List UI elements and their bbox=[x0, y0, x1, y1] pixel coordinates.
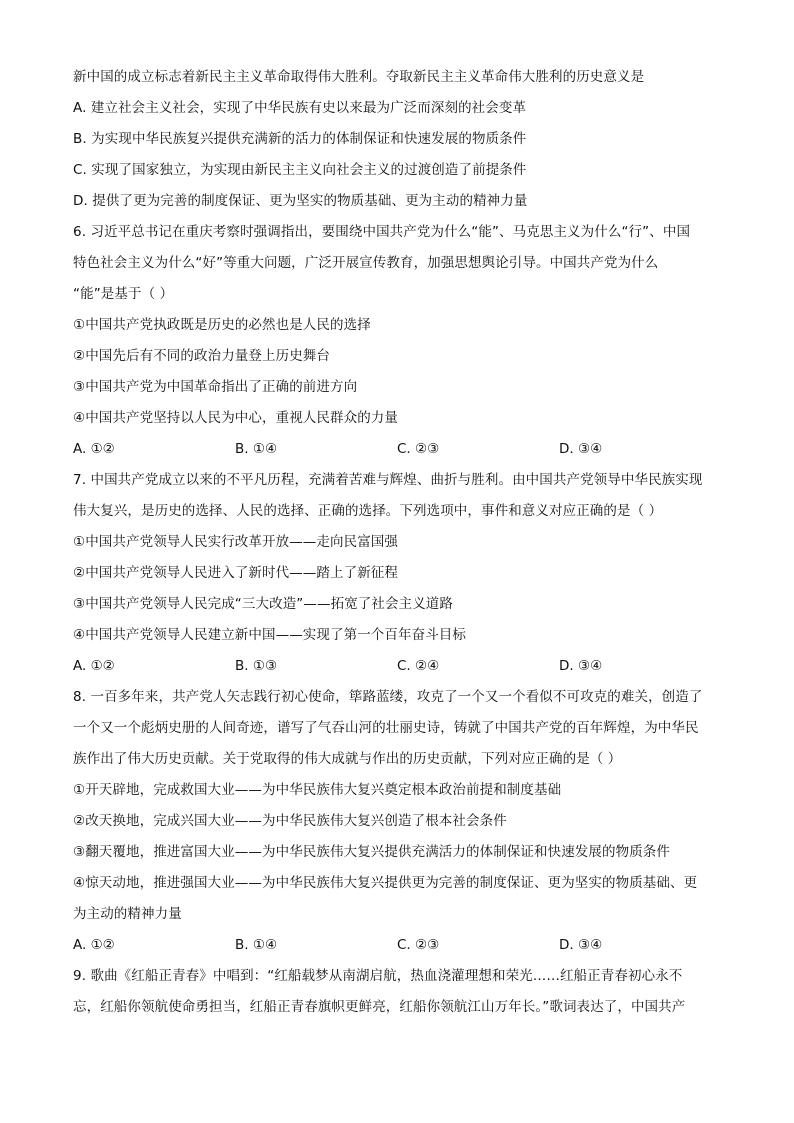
q8-choices bbox=[73, 930, 723, 961]
q5-option-c: C. 实现了国家独立，为实现由新民主主义向社会主义的过渡创造了前提条件 bbox=[73, 162, 527, 178]
q9-stem-line-2: 忘，红船你领航使命勇担当，红船正青春旗帜更鲜亮，红船你领航江山万年长。”歌词表达了，中国共产 bbox=[73, 999, 686, 1015]
q8-choice-c: C. ②③ bbox=[397, 937, 440, 953]
q8-stem-line-1: 8. 一百多年来，共产党人矢志践行初心使命，筚路蓝缕，攻克了一个又一个看似不可攻克的难关，创造了 bbox=[73, 689, 703, 705]
q5-stem: 新中国的成立标志着新民主主义革命取得伟大胜利。夺取新民主主义革命伟大胜利的历史意义是 bbox=[73, 69, 645, 85]
q5-option-a: A. 建立社会主义社会，实现了中华民族有史以来最为广泛而深刻的社会变革 bbox=[73, 100, 527, 116]
q9-stem-line-1: 9. 歌曲《红船正青春》中唱到：“红船载梦从南湖启航，热血浇灌理想和荣光……红船正青春初心永不 bbox=[73, 968, 683, 984]
q6-choice-b: B. ①④ bbox=[235, 441, 278, 457]
q6-choice-a: A. ①② bbox=[73, 441, 115, 457]
q8-item-3: ③翻天覆地，推进富国大业——为中华民族伟大复兴提供充满活力的体制保证和快速发展的物质条件 bbox=[73, 844, 671, 860]
q6-item-4: ④中国共产党坚持以人民为中心，重视人民群众的力量 bbox=[73, 410, 399, 426]
q8-item-2: ②改天换地，完成兴国大业——为中华民族伟大复兴创造了根本社会条件 bbox=[73, 813, 507, 829]
q7-choices bbox=[73, 651, 723, 682]
q7-stem-line-2: 伟大复兴，是历史的选择、人民的选择、正确的选择。下列选项中，事件和意义对应正确的是（ ） bbox=[73, 503, 663, 519]
q7-choice-c: C. ②④ bbox=[397, 658, 440, 674]
q8-item-4-cont: 为主动的精神力量 bbox=[73, 906, 182, 922]
q8-stem-line-3: 族作出了伟大历史贡献。关于党取得的伟大成就与作出的历史贡献，下列对应正确的是（ ） bbox=[73, 751, 622, 767]
q8-item-4: ④惊天动地，推进强国大业——为中华民族伟大复兴提供更为完善的制度保证、更为坚实的物质基础、更 bbox=[73, 875, 698, 891]
q6-stem-line-2: 特色社会主义为什么“好”等重大问题，广泛开展宣传教育，加强思想舆论引导。中国共产党为什么 bbox=[73, 255, 659, 271]
q8-choice-a: A. ①② bbox=[73, 937, 115, 953]
q7-item-3: ③中国共产党领导人民完成“三大改造”——拓宽了社会主义道路 bbox=[73, 596, 453, 612]
q5-option-d: D. 提供了更为完善的制度保证、更为坚实的物质基础、更为主动的精神力量 bbox=[73, 193, 528, 209]
q6-stem-line-3: “能”是基于（ ） bbox=[73, 286, 174, 302]
q5-option-b: B. 为实现中华民族复兴提供充满新的活力的体制保证和快速发展的物质条件 bbox=[73, 131, 527, 147]
q7-choice-a: A. ①② bbox=[73, 658, 115, 674]
q8-choice-b: B. ①④ bbox=[235, 937, 278, 953]
q6-choice-c: C. ②③ bbox=[397, 441, 440, 457]
q6-stem-line-1: 6. 习近平总书记在重庆考察时强调指出，要围绕中国共产党为什么“能”、马克思主义为什么“行”、中国 bbox=[73, 224, 691, 240]
q6-item-3: ③中国共产党为中国革命指出了正确的前进方向 bbox=[73, 379, 358, 395]
q8-stem-line-2: 一个又一个彪炳史册的人间奇迹，谱写了气吞山河的壮丽史诗，铸就了中国共产党的百年辉煌，为中华民 bbox=[73, 720, 699, 736]
q7-item-1: ①中国共产党领导人民实行改革开放——走向民富国强 bbox=[73, 534, 399, 550]
q7-item-4: ④中国共产党领导人民建立新中国——实现了第一个百年奋斗目标 bbox=[73, 627, 467, 643]
q8-item-1: ①开天辟地，完成救国大业——为中华民族伟大复兴奠定根本政治前提和制度基础 bbox=[73, 782, 562, 798]
q7-item-2: ②中国共产党领导人民进入了新时代——踏上了新征程 bbox=[73, 565, 399, 581]
q7-choice-d: D. ③④ bbox=[559, 658, 603, 674]
q6-item-2: ②中国先后有不同的政治力量登上历史舞台 bbox=[73, 348, 331, 364]
q7-choice-b: B. ①③ bbox=[235, 658, 278, 674]
q8-choice-d: D. ③④ bbox=[559, 937, 603, 953]
q6-item-1: ①中国共产党执政既是历史的必然也是人民的选择 bbox=[73, 317, 371, 333]
exam-page bbox=[73, 62, 723, 1023]
q6-choices bbox=[73, 434, 723, 465]
q6-choice-d: D. ③④ bbox=[559, 441, 603, 457]
q7-stem-line-1: 7. 中国共产党成立以来的不平凡历程，充满着苦难与辉煌、曲折与胜利。由中国共产党领导中华民族实现 bbox=[73, 472, 703, 488]
